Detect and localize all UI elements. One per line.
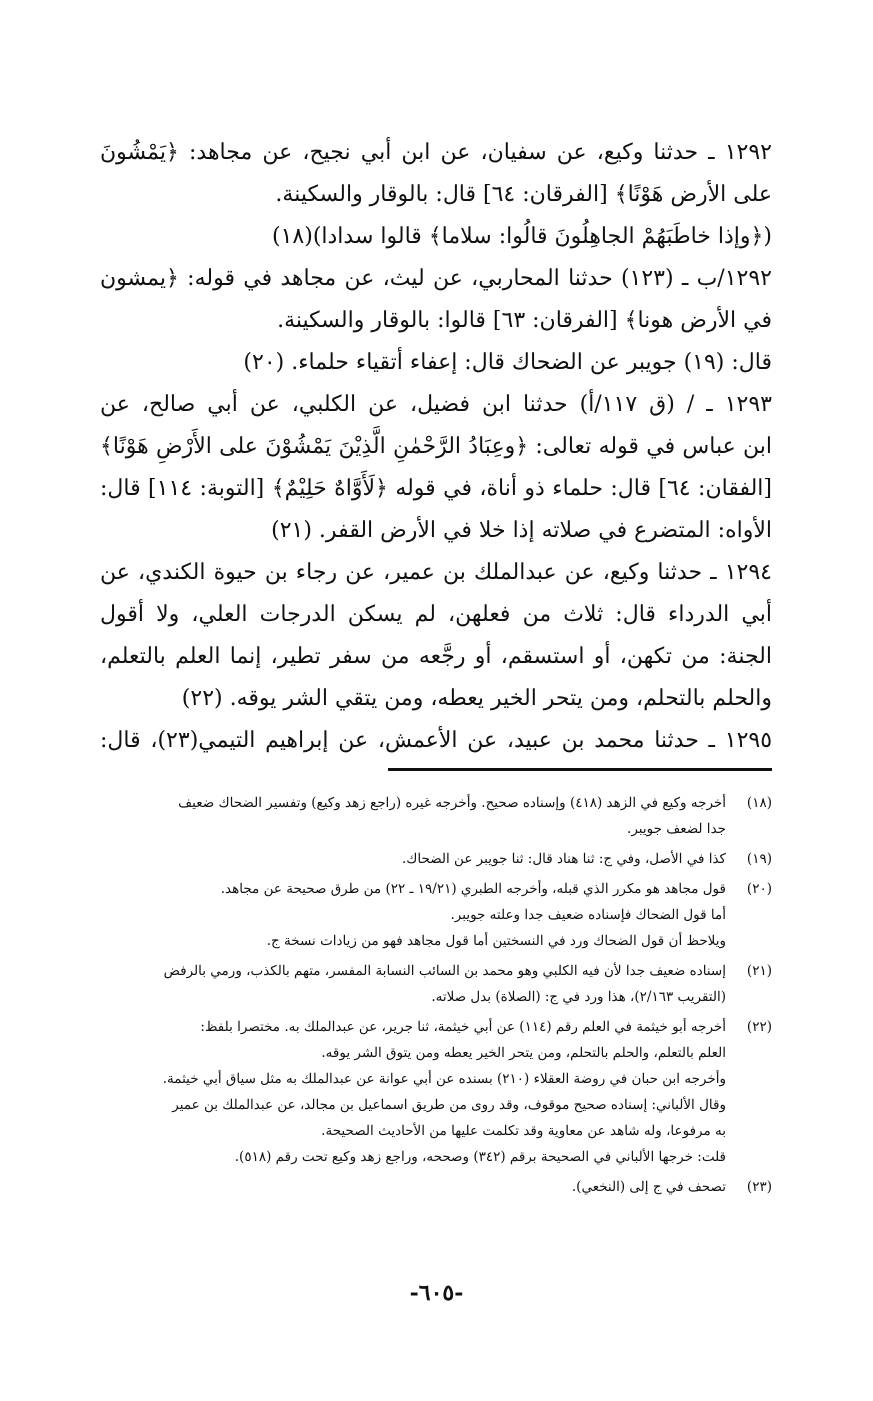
- text-line: أبي الدرداء قال: ثلاث من فعلهن، لم يسكن الدرجات العلي، ولا أقول: [100, 602, 772, 627]
- footnote: [100, 876, 772, 954]
- footnote-line: إسناده ضعيف جدا لأن فيه الكلبي وهو محمد بن السائب النسابة المفسر، متهم بالكذب، ورمي بالرفض: [163, 963, 726, 979]
- text-line: ١٢٩٣ ـ / (ق ١١٧/أ) حدثنا ابن فضيل، عن الكلبي، عن أبي صالح، عن: [100, 392, 772, 417]
- footnote-number: (١٨): [746, 795, 772, 811]
- footnote-line: وأخرجه ابن حبان في روضة العقلاء (٢١٠) بسنده عن أبي عوانة عن عبدالملك به مثل سياق أبي خيثمة.: [162, 1071, 726, 1087]
- page-number: -٦٠٥-: [409, 1280, 464, 1306]
- footnote: [100, 790, 772, 842]
- footnote-line: أخرجه وكيع في الزهد (٤١٨) وإسناده صحيح. وأخرجه غيره (راجع زهد وكيع) وتفسير الضحاك ضعيف: [178, 795, 726, 811]
- footnote-separator: [388, 768, 772, 771]
- text-line: [الفقان: ٦٤] قال: حلماء ذو أناة، في قوله ﴿لَأَوَّاهٌ حَلِيْمٌ﴾ [التوبة: ١١٤] قال:: [100, 476, 772, 501]
- footnotes: [100, 790, 772, 1204]
- text-line: ١٢٩٢ ـ حدثنا وكيع، عن سفيان، عن ابن أبي نجيح، عن مجاهد: ﴿يَمْشُونَ: [100, 140, 772, 165]
- footnote-body: [100, 1174, 726, 1200]
- text-line: ١٢٩٢/ب ـ (١٢٣) حدثنا المحاربي، عن ليث، عن مجاهد في قوله: ﴿يمشون: [100, 266, 772, 291]
- text-line: الجنة: من تكهن، أو استسقم، أو رجَّعه من سفر تطير، إنما العلم بالتعلم،: [100, 644, 772, 669]
- footnote-number: (٢٢): [746, 1019, 772, 1035]
- footnote-line: تصحف في ج إلى (النخعي).: [571, 1179, 726, 1195]
- footnote-line: به مرفوعا، وله شاهد عن معاوية وقد تكلمت عليها من الأحاديث الصحيحة.: [321, 1123, 726, 1139]
- footnote-line: قول مجاهد هو مكرر الذي قبله، وأخرجه الطبري (١٩/٢١ ـ ٢٢) من طرق صحيحة عن مجاهد.: [220, 881, 726, 897]
- text-line: قال: (١٩) جويبر عن الضحاك قال: إعفاء أتقياء حلماء. (٢٠): [243, 350, 772, 375]
- footnote-number: (١٩): [746, 851, 772, 867]
- footnote-line: جدا لضعف جويبر.: [627, 821, 726, 837]
- text-line: على الأرض هَوْنًا﴾ [الفرقان: ٦٤] قال: بالوقار والسكينة.: [275, 182, 772, 207]
- footnote-number: (٢٣): [746, 1179, 772, 1195]
- footnote: [100, 1174, 772, 1200]
- text-line: والحلم بالتحلم، ومن يتحر الخير يعطه، ومن يتقي الشر يوقه. (٢٢): [181, 686, 772, 711]
- text-line: ١٢٩٤ ـ حدثنا وكيع، عن عبدالملك بن عمير، عن رجاء بن حيوة الكندي، عن: [100, 560, 772, 585]
- footnote-body: [100, 846, 726, 872]
- footnote-line: (التقريب ٢/١٦٣)، هذا ورد في ج: (الصلاة) بدل صلاته.: [431, 989, 726, 1005]
- text-line: (﴿وإذا خاطَبَهُمْ الجاهِلُونَ قالُوا: سلاما﴾ قالوا سدادا)(١٨): [272, 224, 772, 249]
- footnote-body: [100, 958, 726, 1010]
- footnote-line: وقال الألباني: إسناده صحيح موقوف، وقد روى من طريق اسماعيل بن مجالد، عن عبدالملك بن عمير: [172, 1097, 726, 1113]
- footnote-line: قلت: خرجها الألباني في الصحيحة برقم (٣٤٢) وصححه، وراجع زهد وكيع تحت رقم (٥١٨).: [234, 1149, 726, 1165]
- footnote-body: [100, 1014, 726, 1170]
- footnote-line: أخرجه أبو خيثمة في العلم رقم (١١٤) عن أبي خيثمة، ثنا جرير، عن عبدالملك به. مختصرا بلفظ:: [200, 1019, 726, 1035]
- main-text: [100, 132, 772, 762]
- footnote: [100, 1014, 772, 1170]
- footnote-line: العلم بالتعلم، والحلم بالتحلم، ومن يتحر الخير يعطه ومن يتوق الشر يوقه.: [321, 1045, 726, 1061]
- text-line: في الأرض هونا﴾ [الفرقان: ٦٣] قالوا: بالوقار والسكينة.: [277, 308, 772, 333]
- footnote-body: [100, 876, 726, 954]
- footnote-body: [100, 790, 726, 842]
- footnote: [100, 958, 772, 1010]
- text-line: ابن عباس في قوله تعالى: ﴿وعِبَادُ الرَّحْمٰنِ الَّذِيْنَ يَمْشُوْنَ على الأَرْضِ هَوْنًا﴾: [100, 434, 772, 459]
- footnote-line: كذا في الأصل، وفي ج: ثنا هناد قال: ثنا جويبر عن الضحاك.: [401, 851, 726, 867]
- footnote-line: ويلاحظ أن قول الضحاك ورد في النسختين أما قول مجاهد فهو من زيادات نسخة ج.: [266, 933, 726, 949]
- text-line: الأواه: المتضرع في صلاته إذا خلا في الأرض القفر. (٢١): [271, 518, 772, 543]
- text-line: ١٢٩٥ ـ حدثنا محمد بن عبيد، عن الأعمش، عن إبراهيم التيمي(٢٣)، قال:: [100, 728, 772, 753]
- footnote-number: (٢١): [746, 963, 772, 979]
- footnote-number: (٢٠): [746, 881, 772, 897]
- footnote: [100, 846, 772, 872]
- footnote-line: أما قول الضحاك فإسناده ضعيف جدا وعلته جويبر.: [450, 907, 726, 923]
